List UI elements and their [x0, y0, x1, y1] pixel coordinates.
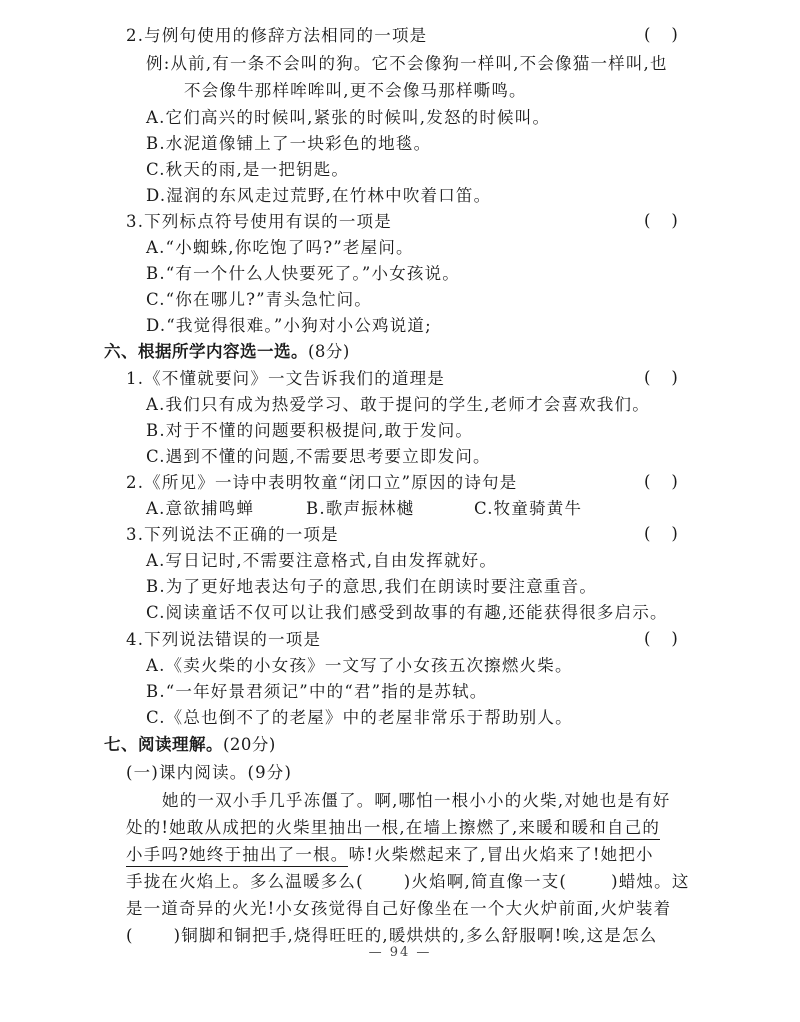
option-a: A.“小蜘蛛,你吃饱了吗?”老屋问。 — [146, 238, 414, 257]
passage-line-1: 她的一双小手几乎冻僵了。啊,哪怕一根小小的火柴,对她也是有好 — [162, 791, 671, 810]
section-score: (8分) — [308, 342, 350, 361]
passage-text: )火焰啊,简直像一支( — [403, 872, 568, 891]
question-6-4: 4.下列说法错误的一项是 — [126, 630, 322, 649]
option-c: C.“你在哪儿?”青头急忙问。 — [146, 290, 372, 309]
option-a: A.写日记时,不需要注意格式,自由发挥就好。 — [146, 551, 498, 570]
option-b: B.“有一个什么人快要死了。”小女孩说。 — [146, 264, 460, 283]
answer-bracket[interactable]: ( ) — [644, 211, 678, 230]
answer-bracket[interactable]: ( ) — [644, 629, 678, 648]
section-title: 七、阅读理解。 — [104, 735, 223, 754]
option-b: B.水泥道像铺上了一块彩色的地毯。 — [146, 134, 432, 153]
option-a: A.《卖火柴的小女孩》一文写了小女孩五次擦燃火柴。 — [146, 656, 573, 675]
option-c: C.《总也倒不了的老屋》中的老屋非常乐于帮助别人。 — [146, 708, 573, 727]
option-c: C.秋天的雨,是一把钥匙。 — [146, 160, 350, 179]
option-c: C.遇到不懂的问题,不需要思考要立即发问。 — [146, 447, 491, 466]
answer-bracket[interactable]: ( ) — [644, 472, 678, 491]
question-text: 2.与例句使用的修辞方法相同的一项是 — [126, 26, 428, 45]
passage-text: 手拢在火焰上。多么温暖多么( — [126, 872, 364, 891]
section-6-heading — [104, 341, 350, 363]
passage-text: 处的! — [126, 818, 170, 837]
passage-line-5: 是一道奇异的火光!小女孩觉得自己好像坐在一个大火炉前面,火炉装着 — [126, 899, 672, 918]
example-sentence-line-1: 例:从前,有一条不会叫的狗。它不会像狗一样叫,不会像猫一样叫,也 — [146, 54, 668, 73]
passage-line-6 — [126, 925, 657, 947]
passage-line-4 — [126, 871, 690, 893]
answer-bracket[interactable]: ( ) — [644, 524, 678, 543]
question-6-3: 3.下列说法不正确的一项是 — [126, 525, 339, 544]
section-score: (20分) — [223, 735, 276, 754]
option-b: B.“一年好景君须记”中的“君”指的是苏轼。 — [146, 682, 488, 701]
passage-text: )蜡烛。这 — [611, 872, 690, 891]
section-7-heading — [104, 734, 276, 756]
underlined-sentence: 她敢从成把的火柴里抽出一根,在墙上擦燃了,来暖和暖和自己的 — [169, 818, 660, 840]
passage-text: ( — [126, 926, 134, 945]
option-c: C.阅读童话不仅可以让我们感受到故事的有趣,还能获得很多启示。 — [146, 603, 668, 622]
question-6-2: 2.《所见》一诗中表明牧童“闭口立”原因的诗句是 — [126, 473, 518, 492]
option-d: D.“我觉得很难。”小狗对小公鸡说道; — [146, 316, 432, 335]
underlined-sentence: 小手吗?她终于抽出了一根。 — [126, 845, 348, 867]
question-6-1: 1.《不懂就要问》一文告诉我们的道理是 — [126, 369, 446, 388]
question-5-3: 3.下列标点符号使用有误的一项是 — [126, 212, 392, 231]
option-b: B.对于不懂的问题要积极提问,敢于发问。 — [146, 421, 474, 440]
answer-bracket[interactable]: ( ) — [644, 368, 678, 387]
option-b: B.为了更好地表达句子的意思,我们在朗读时要注意重音。 — [146, 577, 598, 596]
option-a: A.它们高兴的时候叫,紧张的时候叫,发怒的时候叫。 — [146, 108, 551, 127]
example-sentence-line-2: 不会像牛那样哞哞叫,更不会像马那样嘶鸣。 — [184, 81, 527, 100]
passage-text: 哧!火柴燃起来了,冒出火焰来了!她把小 — [348, 845, 654, 864]
option-c: C.牧童骑黄牛 — [474, 499, 583, 518]
option-a: A.意欲捕鸣蝉 — [146, 499, 255, 518]
subsection-heading: (一)课内阅读。(9分) — [126, 763, 293, 782]
option-a: A.我们只有成为热爱学习、敢于提问的学生,老师才会喜欢我们。 — [146, 395, 650, 414]
passage-line-2 — [126, 817, 660, 839]
passage-line-3 — [126, 844, 654, 866]
section-title: 六、根据所学内容选一选。 — [104, 342, 308, 361]
passage-text: )铜脚和铜把手,烧得旺旺的,暖烘烘的,多么舒服啊!唉,这是怎么 — [173, 926, 658, 945]
question-5-2 — [126, 25, 427, 47]
answer-bracket[interactable]: ( ) — [644, 25, 678, 44]
option-b: B.歌声振林樾 — [306, 499, 415, 518]
page-number: — 94 — — [368, 945, 432, 960]
option-d: D.湿润的东风走过荒野,在竹林中吹着口笛。 — [146, 186, 492, 205]
